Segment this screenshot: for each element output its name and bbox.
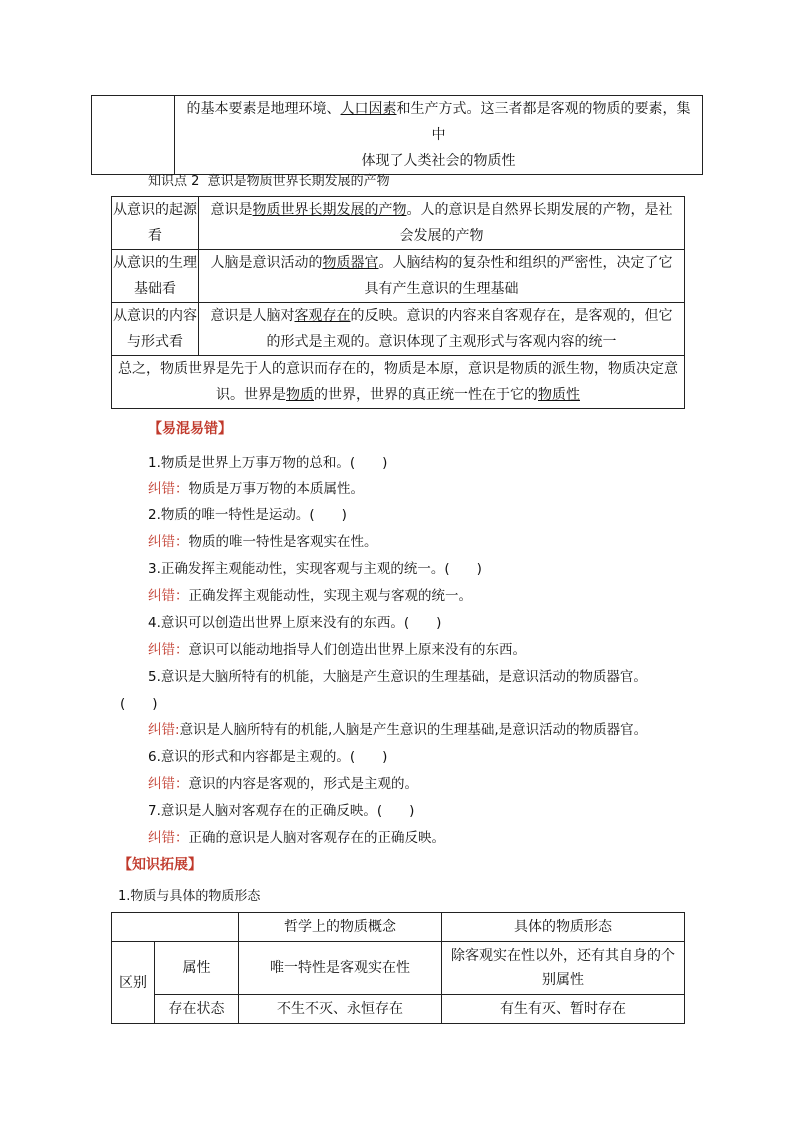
- kp-title: 意识是物质世界长期发展的产物: [207, 174, 390, 189]
- confusion-header: 【易混易错】: [148, 421, 232, 437]
- fix-label: 纠错：: [148, 776, 189, 792]
- knowledge-point-heading: [148, 170, 390, 189]
- row-head: 从意识的起源看: [112, 197, 199, 250]
- table-row: [112, 197, 685, 250]
- fix-text: 正确发挥主观能动性，实现主观与客观的统一。: [188, 588, 472, 604]
- row-label: 属性: [155, 942, 239, 995]
- fix-7: [148, 826, 445, 846]
- content-underlined: 物质器官: [322, 255, 379, 271]
- fix-text: 意识是人脑所特有的机能,人脑是产生意识的生理基础,是意识活动的物质器官。: [179, 722, 648, 738]
- summary-underlined-1: 物质: [286, 387, 314, 403]
- fix-1: [148, 477, 364, 497]
- table-row: [112, 303, 685, 356]
- content-pre: 人脑是意识活动的: [210, 255, 323, 271]
- question-6: 6.意识的形式和内容都是主观的。( ): [148, 749, 388, 765]
- continuation-cell: [175, 96, 703, 175]
- fix-2: [148, 530, 378, 550]
- row-content: [199, 250, 685, 303]
- content-post: 。人脑结构的复杂性和组织的严密性，决定了它具有产生意识的生理基础: [364, 255, 673, 297]
- fix-text: 物质是万事万物的本质属性。: [188, 481, 364, 497]
- fix-3: [148, 584, 472, 604]
- row-head: 从意识的生理基础看: [112, 250, 199, 303]
- table-row: [112, 995, 685, 1024]
- summary-underlined-2: 物质性: [538, 387, 580, 403]
- fix-5: [148, 718, 647, 738]
- content-underlined: 客观存在: [294, 308, 351, 324]
- table-row: [112, 250, 685, 303]
- kp-label: 知识点 2: [148, 174, 200, 189]
- question-3: 3.正确发挥主观能动性，实现客观与主观的统一。( ): [148, 561, 482, 577]
- question-7: 7.意识是人脑对客观存在的正确反映。( ): [148, 803, 415, 819]
- question-5-cont: ( ): [120, 696, 158, 712]
- content-pre: 意识是: [210, 202, 253, 218]
- group-label: 区别: [112, 942, 155, 1024]
- row-label: 存在状态: [155, 995, 239, 1024]
- question-4: 4.意识可以创造出世界上原来没有的东西。( ): [148, 615, 442, 631]
- content-post: 。人的意识是自然界长期发展的产物，是社会发展的产物: [399, 202, 673, 244]
- fix-label: 纠错：: [148, 481, 189, 497]
- question-5: 5.意识是大脑所特有的机能，大脑是产生意识的生理基础，是意识活动的物质器官。: [148, 669, 647, 685]
- fix-label: 纠错:: [148, 722, 180, 738]
- summary-mid: 的世界，世界的真正统一性在于它的: [314, 387, 538, 403]
- fix-text: 正确的意识是人脑对客观存在的正确反映。: [188, 830, 445, 846]
- line2: 体现了人类社会的物质性: [361, 153, 516, 169]
- philosophy-cell: 唯一特性是客观实在性: [239, 942, 442, 995]
- col-header: 哲学上的物质概念: [239, 913, 442, 942]
- consciousness-table: [111, 196, 685, 409]
- concrete-cell: 有生有灭、暂时存在: [442, 995, 685, 1024]
- content-underlined: 物质世界长期发展的产物: [252, 202, 407, 218]
- row-content: [199, 197, 685, 250]
- fix-text: 意识可以能动地指导人们创造出世界上原来没有的东西。: [188, 642, 526, 658]
- question-2: 2.物质的唯一特性是运动。( ): [148, 507, 347, 523]
- row-content: [199, 303, 685, 356]
- table-row: [112, 942, 685, 995]
- fix-4: [148, 638, 526, 658]
- line1-underlined: 人口因素: [340, 101, 397, 117]
- summary-pre: 总之，物质世界是先于人的意识而存在的，物质是本原，意识是物质的派生物，物质决定意识。世界是: [118, 361, 678, 403]
- question-1: 1.物质是世界上万事万物的总和。( ): [148, 455, 388, 471]
- content-post: 的反映。意识的内容来自客观存在，是客观的，但它的形式是主观的。意识体现了主观形式与客观内容的统一: [266, 308, 673, 350]
- line1-post: 和生产方式。这三者都是客观的物质的要素，集中: [396, 101, 691, 143]
- fix-label: 纠错：: [148, 534, 189, 550]
- fix-text: 物质的唯一特性是客观实在性。: [188, 534, 378, 550]
- col-header: 具体的物质形态: [442, 913, 685, 942]
- line1-pre: 的基本要素是地理环境、: [186, 101, 341, 117]
- content-pre: 意识是人脑对: [210, 308, 295, 324]
- fix-6: [148, 772, 418, 792]
- fix-label: 纠错：: [148, 588, 189, 604]
- fix-label: 纠错：: [148, 642, 189, 658]
- expansion-header: 【知识拓展】: [118, 857, 202, 873]
- top-continuation-table: [91, 95, 703, 175]
- row-head: 从意识的内容与形式看: [112, 303, 199, 356]
- table-row: [112, 356, 685, 409]
- summary-cell: [112, 356, 685, 409]
- expansion-subtitle: 1.物质与具体的物质形态: [118, 889, 261, 904]
- matter-comparison-table: [111, 912, 685, 1024]
- concrete-cell: 除客观实在性以外，还有其自身的个别属性: [442, 942, 685, 995]
- philosophy-cell: 不生不灭、永恒存在: [239, 995, 442, 1024]
- table-header-row: [112, 913, 685, 942]
- fix-label: 纠错：: [148, 830, 189, 846]
- fix-text: 意识的内容是客观的，形式是主观的。: [188, 776, 418, 792]
- empty-cell: [92, 96, 175, 175]
- header-empty: [112, 913, 239, 942]
